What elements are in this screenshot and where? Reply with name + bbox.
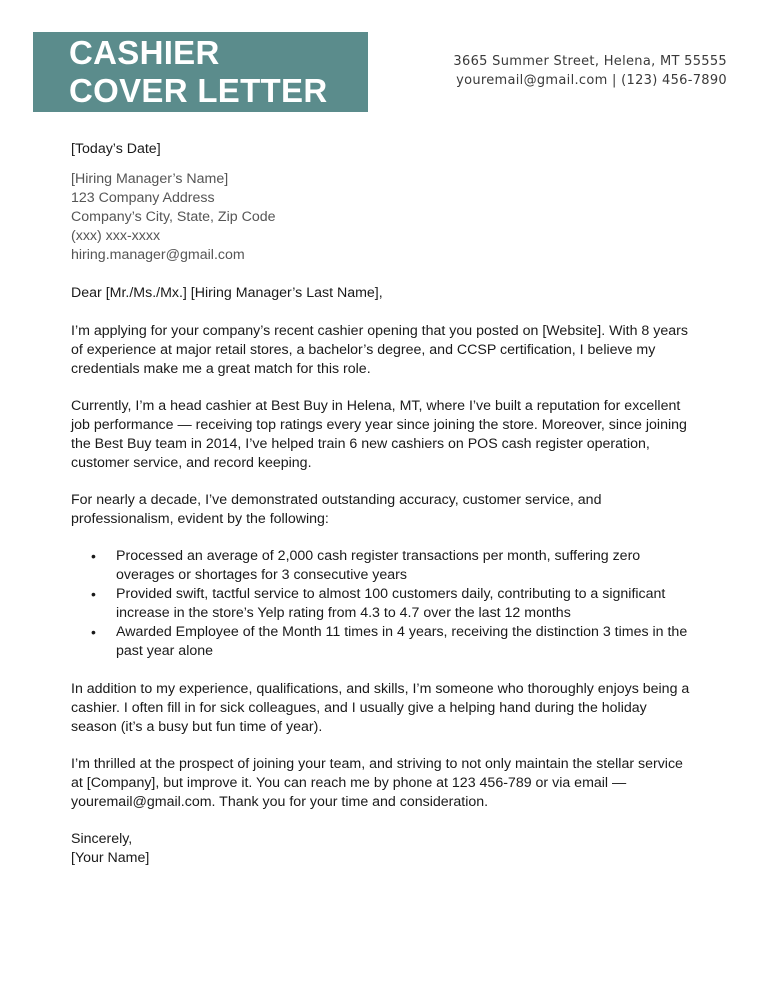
paragraph-achievements-intro: For nearly a decade, I’ve demonstrated outstanding accuracy, customer service, and professionalism, evident by the following:	[71, 492, 602, 527]
sender-address: 3665 Summer Street, Helena, MT 55555	[453, 54, 727, 69]
closing-word: Sincerely,	[71, 831, 133, 847]
contact-block	[453, 52, 727, 90]
paragraph-enthusiasm: In addition to my experience, qualifications, and skills, I’m someone who thoroughly enjoys being a cashier. I often fill in for sick colleagues, and I usually give a helping hand during the holiday season (it’s a busy but fun time of year).	[71, 681, 690, 735]
signature-name: [Your Name]	[71, 850, 150, 866]
recipient-email: hiring.manager@gmail.com	[71, 247, 245, 263]
list-item: • Provided swift, tactful service to almost 100 customers daily, contributing to a significant increase in the store’s Yelp rating from 4.3 to 4.7 over the last 12 months	[71, 585, 691, 623]
list-item: • Awarded Employee of the Month 11 times in 4 years, receiving the distinction 3 times in the past year alone	[71, 623, 691, 661]
recipient-phone: (xxx) xxx-xxxx	[71, 228, 161, 244]
recipient-block	[71, 170, 691, 265]
letter-body	[71, 140, 691, 868]
paragraph-current-role: Currently, I’m a head cashier at Best Buy in Helena, MT, where I’ve built a reputation for excellent job performance — receiving top ratings every year since joining the store. Moreover, since joining the Best Buy team in 2014, I’ve helped train 6 new cashiers on POS cash register operation, customer service, and record keeping.	[71, 398, 687, 471]
letter-date: [Today’s Date]	[71, 141, 161, 157]
salutation: Dear [Mr./Ms./Mx.] [Hiring Manager’s Last Name],	[71, 285, 383, 301]
title-line-1: CASHIER	[69, 34, 220, 71]
sender-contact: youremail@gmail.com | (123) 456-7890	[456, 73, 727, 88]
title-line-2: COVER LETTER	[69, 72, 328, 109]
paragraph-closing: I’m thrilled at the prospect of joining your team, and striving to not only maintain the stellar service at [Company], but improve it. You can reach me by phone at 123 456-789 or via email — youremail@gmail.com. Thank you for your time and consideration.	[71, 756, 683, 810]
achievements-list	[71, 547, 691, 661]
recipient-city: Company’s City, State, Zip Code	[71, 209, 276, 225]
paragraph-intro: I’m applying for your company’s recent cashier opening that you posted on [Website]. With 8 years of experience at major retail stores, a bachelor’s degree, and CCSP certification, I believe my credentials make me a great match for this role.	[71, 323, 688, 377]
title-banner	[33, 32, 368, 112]
recipient-name: [Hiring Manager’s Name]	[71, 171, 229, 187]
recipient-address: 123 Company Address	[71, 190, 215, 206]
sign-off	[71, 830, 691, 868]
list-item: • Processed an average of 2,000 cash register transactions per month, suffering zero overages or shortages for 3 consecutive years	[71, 547, 691, 585]
